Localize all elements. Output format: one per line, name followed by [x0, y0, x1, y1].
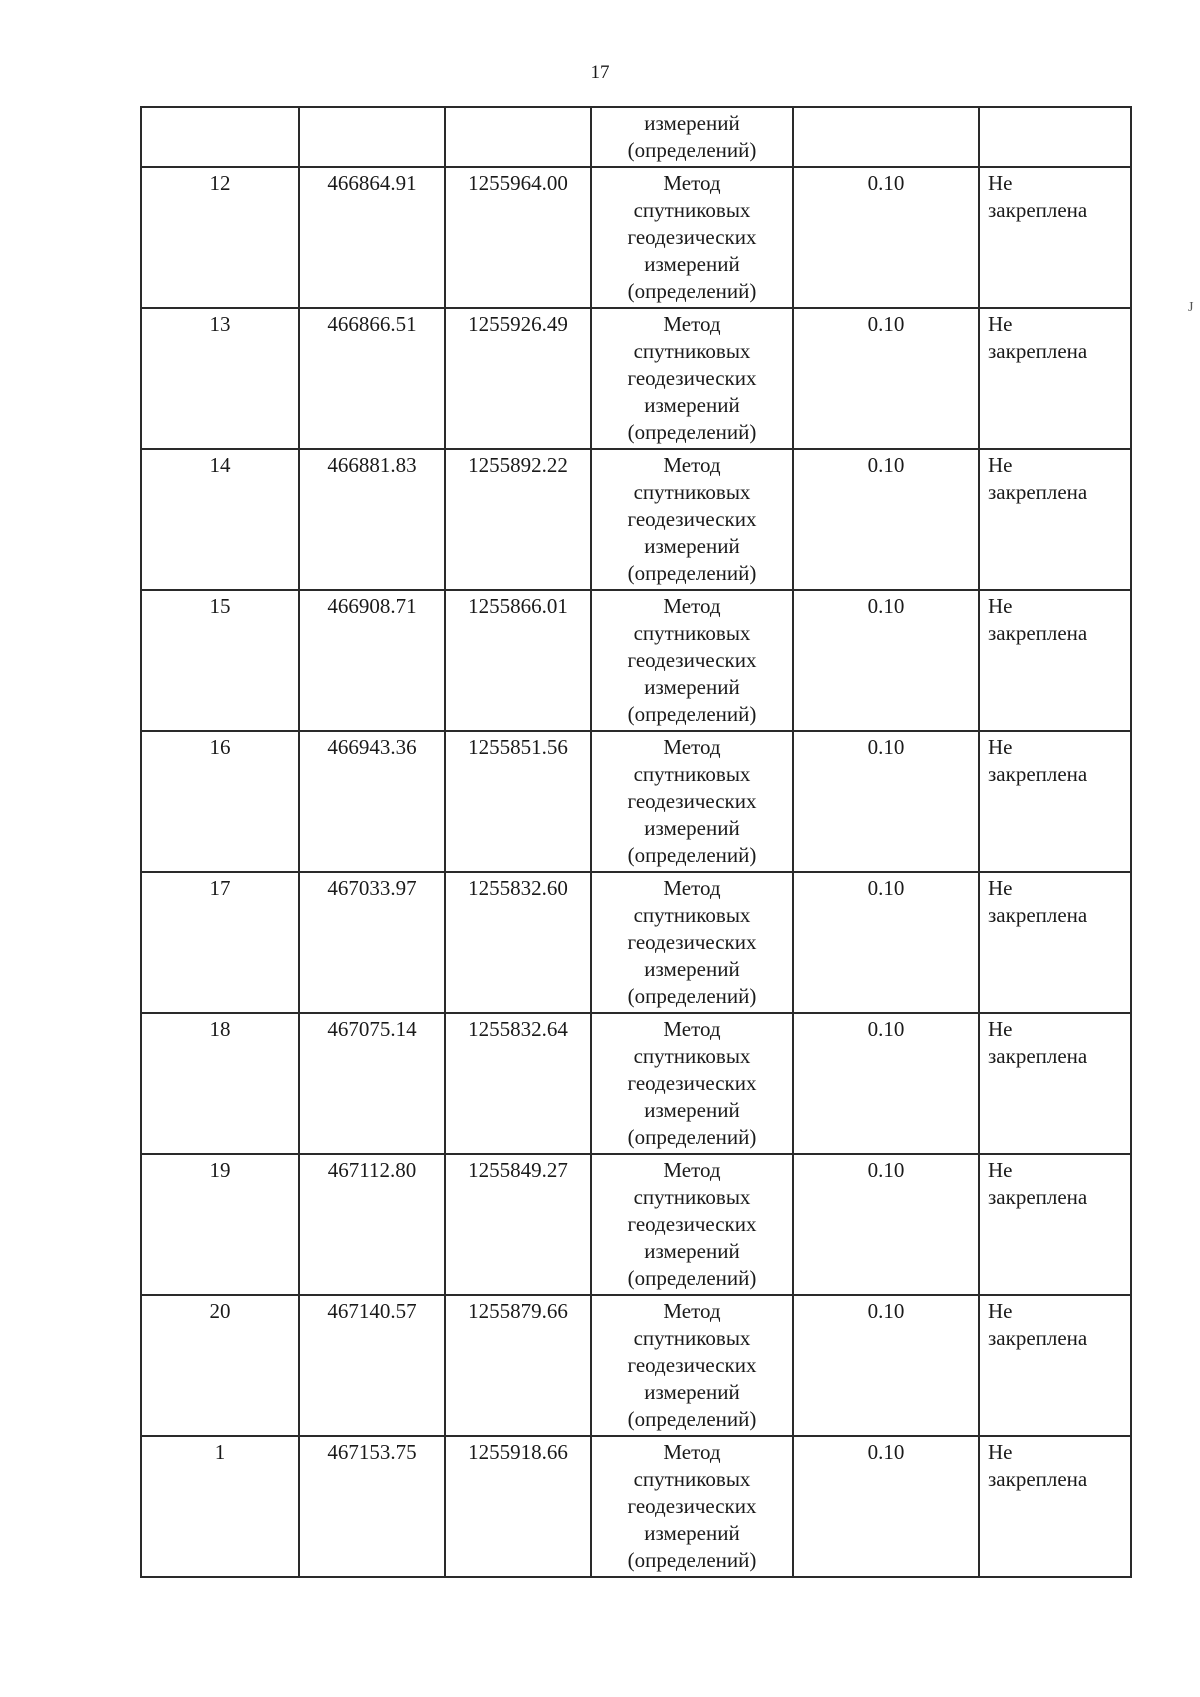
y-coordinate-cell: 1255964.00 [445, 167, 591, 308]
method-line: измерений [644, 957, 740, 981]
error-cell: 0.10 [793, 872, 979, 1013]
method-cell [591, 872, 793, 1013]
description-line: Не [988, 453, 1013, 477]
point-number-cell: 1 [141, 1436, 299, 1577]
x-coordinate-cell: 467140.57 [299, 1295, 445, 1436]
x-coordinate-cell: 466866.51 [299, 308, 445, 449]
method-line: спутниковых [633, 1467, 751, 1491]
method-line: Метод [663, 312, 721, 336]
error-cell [793, 107, 979, 167]
method-line: Метод [663, 1299, 721, 1323]
description-line: Не [988, 171, 1013, 195]
description-line: закреплена [988, 1044, 1088, 1068]
method-line: геодезических [627, 1494, 757, 1518]
table-row [141, 590, 1131, 731]
point-number-cell: 13 [141, 308, 299, 449]
error-cell: 0.10 [793, 1295, 979, 1436]
description-cell [979, 1436, 1131, 1577]
method-line: спутниковых [633, 480, 751, 504]
description-cell [979, 1013, 1131, 1154]
method-line: спутниковых [633, 1044, 751, 1068]
method-line: измерений [644, 393, 740, 417]
method-line: Метод [663, 594, 721, 618]
point-number-cell: 19 [141, 1154, 299, 1295]
description-line: Не [988, 735, 1013, 759]
method-line: (определений) [627, 843, 757, 867]
table-row [141, 731, 1131, 872]
method-line: спутниковых [633, 198, 751, 222]
description-line: Не [988, 594, 1013, 618]
method-line: Метод [663, 735, 721, 759]
description-cell [979, 1295, 1131, 1436]
y-coordinate-cell: 1255849.27 [445, 1154, 591, 1295]
description-cell [979, 449, 1131, 590]
method-line: спутниковых [633, 1185, 751, 1209]
method-cell [591, 1154, 793, 1295]
method-line: (определений) [627, 1407, 757, 1431]
method-line: Метод [663, 1440, 721, 1464]
y-coordinate-cell: 1255866.01 [445, 590, 591, 731]
y-coordinate-cell: 1255892.22 [445, 449, 591, 590]
method-line: измерений [644, 252, 740, 276]
table-row-continuation [141, 107, 1131, 167]
method-cell [591, 308, 793, 449]
method-line: измерений [644, 1521, 740, 1545]
method-line: измерений [644, 111, 740, 135]
y-coordinate-cell: 1255879.66 [445, 1295, 591, 1436]
method-cell [591, 590, 793, 731]
method-line: спутниковых [633, 339, 751, 363]
x-coordinate-cell: 466908.71 [299, 590, 445, 731]
method-line: измерений [644, 1098, 740, 1122]
coordinates-table [140, 106, 1132, 1578]
x-coordinate-cell [299, 107, 445, 167]
point-number-cell: 17 [141, 872, 299, 1013]
method-line: Метод [663, 876, 721, 900]
method-line: спутниковых [633, 621, 751, 645]
method-line: геодезических [627, 789, 757, 813]
method-line: Метод [663, 171, 721, 195]
method-line: геодезических [627, 1353, 757, 1377]
description-line: Не [988, 1299, 1013, 1323]
method-line: (определений) [627, 279, 757, 303]
method-cell [591, 1295, 793, 1436]
table-row [141, 1154, 1131, 1295]
description-cell [979, 107, 1131, 167]
description-line: закреплена [988, 480, 1088, 504]
description-line: закреплена [988, 621, 1088, 645]
method-line: измерений [644, 534, 740, 558]
table-row [141, 1295, 1131, 1436]
error-cell: 0.10 [793, 308, 979, 449]
method-line: (определений) [627, 702, 757, 726]
description-cell [979, 1154, 1131, 1295]
point-number-cell: 15 [141, 590, 299, 731]
table-row [141, 449, 1131, 590]
method-line: Метод [663, 1158, 721, 1182]
method-line: Метод [663, 1017, 721, 1041]
table-row [141, 308, 1131, 449]
method-line: (определений) [627, 420, 757, 444]
point-number-cell: 18 [141, 1013, 299, 1154]
description-line: закреплена [988, 1326, 1088, 1350]
description-cell [979, 731, 1131, 872]
description-line: закреплена [988, 1467, 1088, 1491]
description-cell [979, 308, 1131, 449]
table-row [141, 872, 1131, 1013]
description-cell [979, 872, 1131, 1013]
description-line: Не [988, 1158, 1013, 1182]
method-line: (определений) [627, 1266, 757, 1290]
page-number: 17 [590, 62, 610, 83]
point-number-cell: 14 [141, 449, 299, 590]
method-line: геодезических [627, 507, 757, 531]
method-cell [591, 1013, 793, 1154]
y-coordinate-cell: 1255918.66 [445, 1436, 591, 1577]
method-line: геодезических [627, 1212, 757, 1236]
margin-mark: J [1188, 300, 1194, 315]
error-cell: 0.10 [793, 1436, 979, 1577]
method-line: геодезических [627, 930, 757, 954]
x-coordinate-cell: 467112.80 [299, 1154, 445, 1295]
error-cell: 0.10 [793, 731, 979, 872]
method-line: спутниковых [633, 762, 751, 786]
table-body [141, 107, 1131, 1577]
x-coordinate-cell: 466881.83 [299, 449, 445, 590]
point-number-cell: 20 [141, 1295, 299, 1436]
error-cell: 0.10 [793, 449, 979, 590]
table-row [141, 1013, 1131, 1154]
error-cell: 0.10 [793, 1013, 979, 1154]
description-line: Не [988, 1017, 1013, 1041]
y-coordinate-cell: 1255851.56 [445, 731, 591, 872]
method-line: спутниковых [633, 1326, 751, 1350]
x-coordinate-cell: 466943.36 [299, 731, 445, 872]
description-line: Не [988, 312, 1013, 336]
description-cell [979, 590, 1131, 731]
method-line: (определений) [627, 561, 757, 585]
method-cell [591, 1436, 793, 1577]
method-line: геодезических [627, 366, 757, 390]
method-line: измерений [644, 1239, 740, 1263]
description-line: Не [988, 1440, 1013, 1464]
error-cell: 0.10 [793, 590, 979, 731]
method-line: измерений [644, 1380, 740, 1404]
method-cell [591, 167, 793, 308]
method-line: геодезических [627, 648, 757, 672]
method-line: (определений) [627, 138, 757, 162]
method-cell [591, 107, 793, 167]
description-line: закреплена [988, 1185, 1088, 1209]
method-cell [591, 731, 793, 872]
y-coordinate-cell [445, 107, 591, 167]
x-coordinate-cell: 467075.14 [299, 1013, 445, 1154]
table-row [141, 1436, 1131, 1577]
y-coordinate-cell: 1255926.49 [445, 308, 591, 449]
method-line: геодезических [627, 1071, 757, 1095]
y-coordinate-cell: 1255832.64 [445, 1013, 591, 1154]
point-number-cell: 12 [141, 167, 299, 308]
method-line: (определений) [627, 1548, 757, 1572]
description-line: закреплена [988, 903, 1088, 927]
point-number-cell [141, 107, 299, 167]
method-line: геодезических [627, 225, 757, 249]
method-line: Метод [663, 453, 721, 477]
description-line: закреплена [988, 339, 1088, 363]
table-row [141, 167, 1131, 308]
method-line: (определений) [627, 1125, 757, 1149]
x-coordinate-cell: 467153.75 [299, 1436, 445, 1577]
method-line: измерений [644, 816, 740, 840]
error-cell: 0.10 [793, 167, 979, 308]
method-cell [591, 449, 793, 590]
description-line: закреплена [988, 762, 1088, 786]
point-number-cell: 16 [141, 731, 299, 872]
x-coordinate-cell: 467033.97 [299, 872, 445, 1013]
y-coordinate-cell: 1255832.60 [445, 872, 591, 1013]
description-cell [979, 167, 1131, 308]
method-line: (определений) [627, 984, 757, 1008]
error-cell: 0.10 [793, 1154, 979, 1295]
x-coordinate-cell: 466864.91 [299, 167, 445, 308]
method-line: спутниковых [633, 903, 751, 927]
method-line: измерений [644, 675, 740, 699]
description-line: Не [988, 876, 1013, 900]
description-line: закреплена [988, 198, 1088, 222]
